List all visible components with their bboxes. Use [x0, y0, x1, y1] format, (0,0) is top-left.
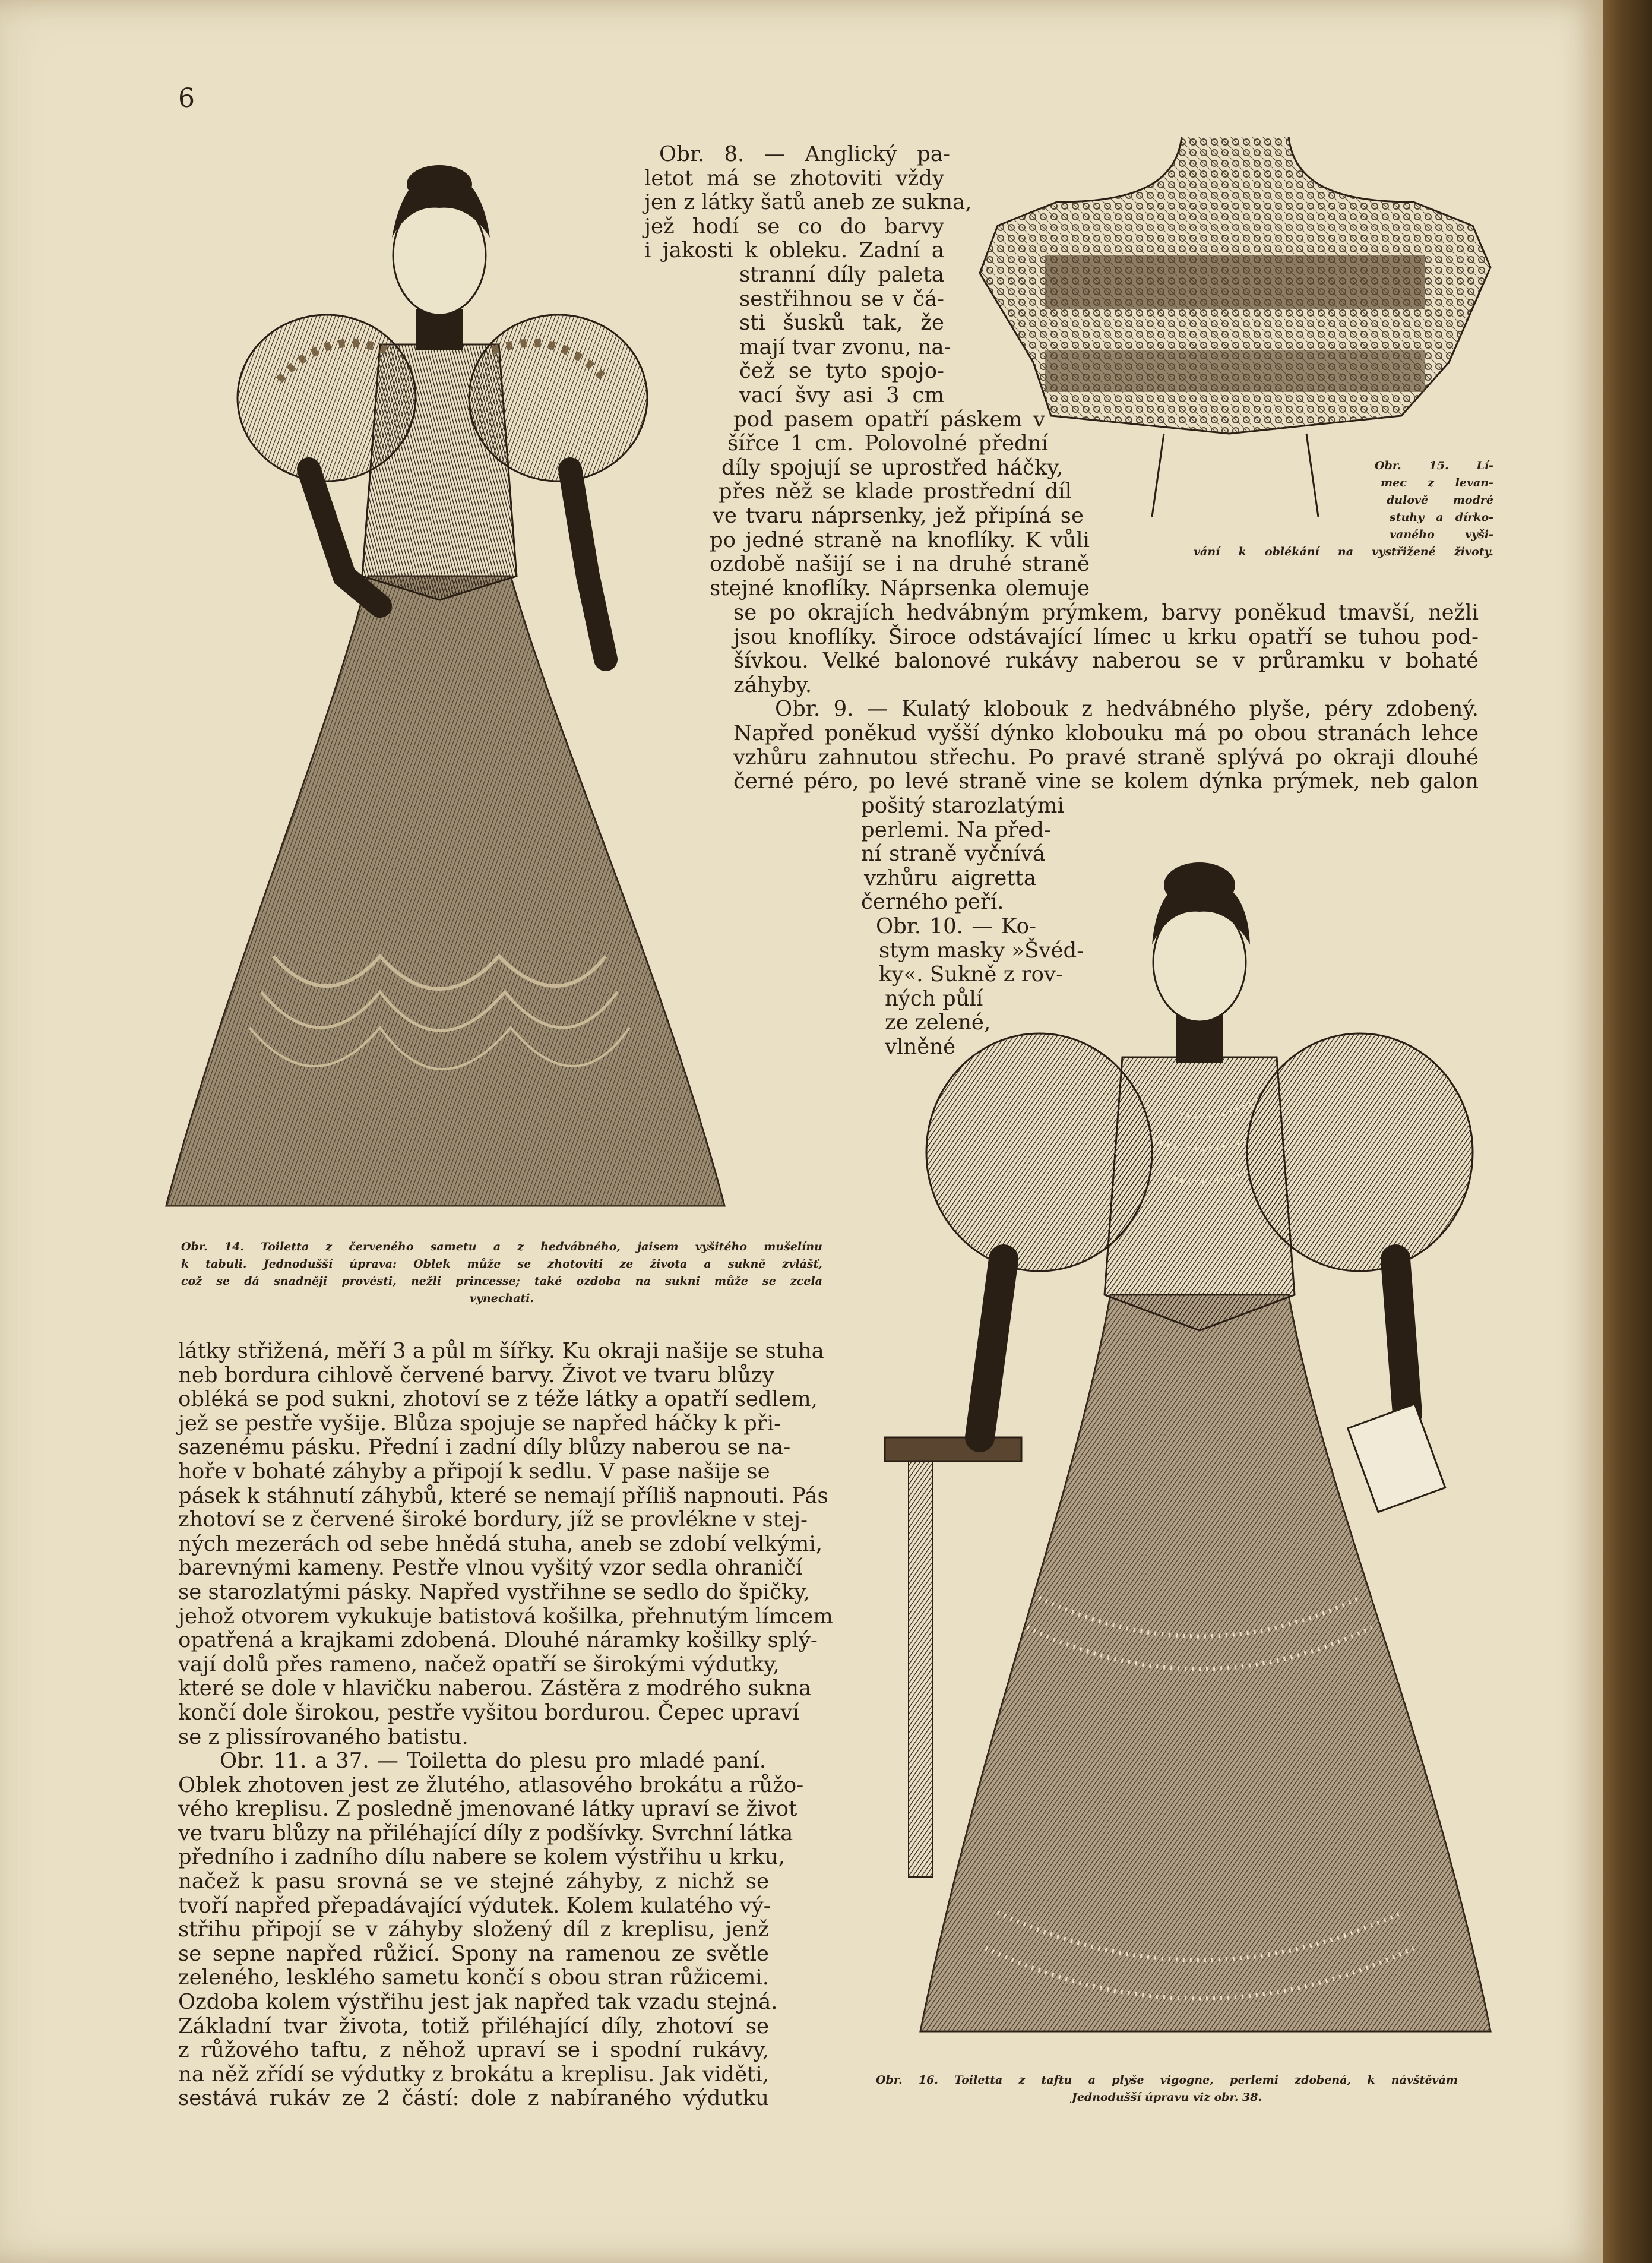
caption-line: k tabuli. Jednodušší úprava: Oblek může se zhotoviti ze života a sukně zvlášť, — [181, 1257, 822, 1270]
text-line: stejné knoflíky. Náprsenka olemuje — [710, 576, 1090, 600]
caption-line: Obr. 15. Lí- — [1375, 459, 1493, 472]
caption-fig-16 — [876, 2072, 1458, 2106]
text-line: černé péro, po levé straně vine se kolem dýnka prýmek, neb galon — [733, 769, 1479, 794]
text-line: z růžového taftu, z něhož upraví se i spodní rukávy, — [178, 2038, 769, 2063]
text-line: stym masky »Švéd- — [879, 938, 1084, 963]
text-line: sestřihnou se v čá- — [739, 286, 944, 311]
caption-line: vání k oblékání na vystřižené životy. — [1194, 545, 1493, 558]
caption-line: mec z levan- — [1381, 476, 1493, 489]
text-block-top-right — [644, 143, 1090, 600]
caption-line: Obr. 16. Toiletta z taftu a plyše vigogne, perlemi zdobená, k návštěvám — [876, 2074, 1458, 2087]
text-line: pásek k stáhnutí záhybů, které se nemají příliš napnouti. Pás — [178, 1483, 828, 1508]
text-line: látky střižená, měří 3 a půl m šířky. Ku okraji našije se stuha — [178, 1339, 824, 1363]
text-line: jehož otvorem vykukuje batistová košilka, přehnutým límcem — [178, 1604, 833, 1629]
text-line: ve tvaru náprsenky, jež připíná se — [713, 503, 1084, 528]
text-line: Oblek zhotoven jest ze žlutého, atlasového brokátu a růžo- — [178, 1772, 804, 1797]
text-line: Obr. 9. — Kulatý klobouk z hedvábného plyše, péry zdobený. — [775, 697, 1479, 722]
text-line: ze zelené, — [885, 1010, 991, 1035]
text-line: předního i zadního dílu nabere se kolem výstřihu u krku, — [178, 1845, 785, 1870]
text-line: opatřená a krajkami zdobená. Dlouhé náramky košilky splý- — [178, 1628, 818, 1653]
text-line: letot má se zhotoviti vždy — [644, 166, 944, 191]
text-line: obléká se pod sukni, zhotoví se z téže látky a opatří sedlem, — [178, 1387, 818, 1412]
caption-line: vynechati. — [469, 1292, 534, 1305]
text-line: se z plissírovaného batistu. — [178, 1724, 469, 1749]
text-line: na něž zřídí se výdutky z brokátu a kreplisu. Jak viděti, — [178, 2062, 769, 2087]
text-line: ní straně vyčnívá — [861, 842, 1045, 867]
text-line: Základní tvar života, totiž přiléhající díly, zhotoví se — [178, 2014, 769, 2038]
text-line: díly spojují se uprostřed háčky, — [721, 455, 1063, 480]
page-number: 6 — [178, 83, 195, 113]
text-line: vého kreplisu. Z posledně jmenované látky upraví se život — [178, 1797, 797, 1822]
text-line: čež se tyto spojo- — [739, 359, 944, 384]
text-line: sti šusků tak, že — [739, 311, 944, 336]
text-line: vlněné — [885, 1034, 956, 1059]
caption-line: Obr. 14. Toiletta z červeného sametu a z hedvábného, jaisem vyšitého mušelínu — [181, 1240, 822, 1253]
caption-line: Jednodušší úpravu viz obr. 38. — [1071, 2091, 1262, 2104]
text-line: jež se pestře vyšije. Blůza spojuje se napřed háčky k při- — [178, 1411, 781, 1436]
text-line: i jakosti k obleku. Zadní a — [644, 238, 944, 263]
text-line: pošitý starozlatými — [861, 794, 1064, 818]
text-line: perlemi. Na před- — [861, 817, 1051, 842]
text-line: které se dole v hlavičku naberou. Zástěra z modrého sukna — [178, 1676, 812, 1701]
text-line: končí dole širokou, pestře vyšitou bordurou. Čepec upraví — [178, 1700, 799, 1725]
text-line: černého peří. — [861, 890, 1004, 915]
text-line: tvoří napřed přepadávající výdutek. Kolem kulatého vý- — [178, 1893, 771, 1918]
caption-line: což se dá snadněji provésti, nežli princesse; také ozdoba na sukni může se zcela — [181, 1275, 822, 1288]
book-gutter — [1603, 0, 1652, 2263]
text-line: přes něž se klade prostřední díl — [719, 479, 1072, 504]
text-line: jež hodí se co do barvy — [644, 214, 944, 239]
text-block-wide — [733, 601, 1479, 794]
text-line: sestává rukáv ze 2 částí: dole z nabíraného výdutku — [178, 2086, 769, 2111]
text-line: hoře v bohaté záhyby a připojí k sedlu. V pase našije se — [178, 1459, 770, 1484]
caption-line: vaného vyši- — [1390, 528, 1493, 541]
text-line: Obr. 11. a 37. — Toiletta do plesu pro mladé paní. — [220, 1749, 766, 1774]
text-line: ozdobě našijí se i na druhé straně — [710, 552, 1090, 577]
text-line: záhyby. — [733, 672, 812, 697]
text-line: sazenému pásku. Přední i zadní díly blůzy naberou se na- — [178, 1435, 791, 1460]
text-line: ných půlí — [885, 986, 983, 1011]
text-line: střihu připojí se v záhyby složený díl z kreplisu, jenž — [178, 1917, 769, 1942]
text-line: šívkou. Velké balonové rukávy naberou se v průramku v bohaté — [733, 649, 1479, 674]
text-line: Napřed poněkud vyšší dýnko klobouku má po obou stranách lehce — [733, 720, 1479, 745]
text-block-narrow — [861, 794, 1084, 1060]
caption-fig-14 — [181, 1238, 822, 1307]
text-line: stranní díly paleta — [739, 262, 944, 287]
caption-line: stuhy a dírko- — [1390, 511, 1493, 524]
text-line: Obr. 10. — Ko- — [876, 914, 1036, 938]
text-line: neb bordura cihlově červené barvy. Život ve tvaru blůzy — [178, 1363, 774, 1387]
text-line: ky«. Sukně z rov- — [879, 962, 1064, 987]
text-line: po jedné straně na knoflíky. K vůli — [710, 527, 1090, 552]
text-line: šířce 1 cm. Polovolné přední — [727, 431, 1048, 456]
text-line: se starozlatými pásky. Napřed vystřihne se sedlo do špičky, — [178, 1579, 810, 1604]
text-line: načež k pasu srovná se ve stejné záhyby, z nichž se — [178, 1869, 769, 1894]
caption-line: dulově modré — [1387, 494, 1493, 507]
caption-fig-15 — [1194, 457, 1493, 561]
text-line: jen z látky šatů aneb ze sukna, — [644, 190, 972, 215]
text-line: pod pasem opatří páskem v — [733, 407, 1045, 432]
text-line: barevnými kameny. Pestře vlnou vyšitý vzor sedla ohraničí — [178, 1556, 803, 1581]
text-line: se po okrajích hedvábným prýmkem, barvy poněkud tmavší, nežli — [733, 600, 1479, 625]
text-block-bottom-left — [178, 1339, 833, 2111]
text-line: Ozdoba kolem výstřihu jest jak napřed tak vzadu stejná. — [178, 1990, 778, 2015]
text-line: ných mezerách od sebe hnědá stuha, aneb se zdobí velkými, — [178, 1531, 822, 1556]
text-line: zeleného, lesklého sametu končí s obou stran růžicemi. — [178, 1965, 769, 1990]
text-line: se sepne napřed růžicí. Spony na ramenou ze světle — [178, 1941, 769, 1966]
text-line: mají tvar zvonu, na- — [739, 334, 951, 359]
text-line: zhotoví se z červené široké bordury, jíž se provlékne v stej- — [178, 1507, 808, 1532]
text-line: jsou knoflíky. Široce odstávající límec u krku opatří se tuhou pod- — [733, 624, 1479, 649]
text-line: vzhůru zahnutou střechu. Po pravé straně splývá po okraji dlouhé — [733, 745, 1479, 770]
text-line: vzhůru aigretta — [864, 865, 1036, 890]
text-line: Obr. 8. — Anglický pa- — [659, 142, 950, 166]
text-line: vací švy asi 3 cm — [739, 383, 944, 407]
text-line: ve tvaru blůzy na přiléhající díly z podšívky. Svrchní látka — [178, 1820, 793, 1845]
text-line: vají dolů přes rameno, načež opatří se širokými výdutky, — [178, 1652, 780, 1677]
